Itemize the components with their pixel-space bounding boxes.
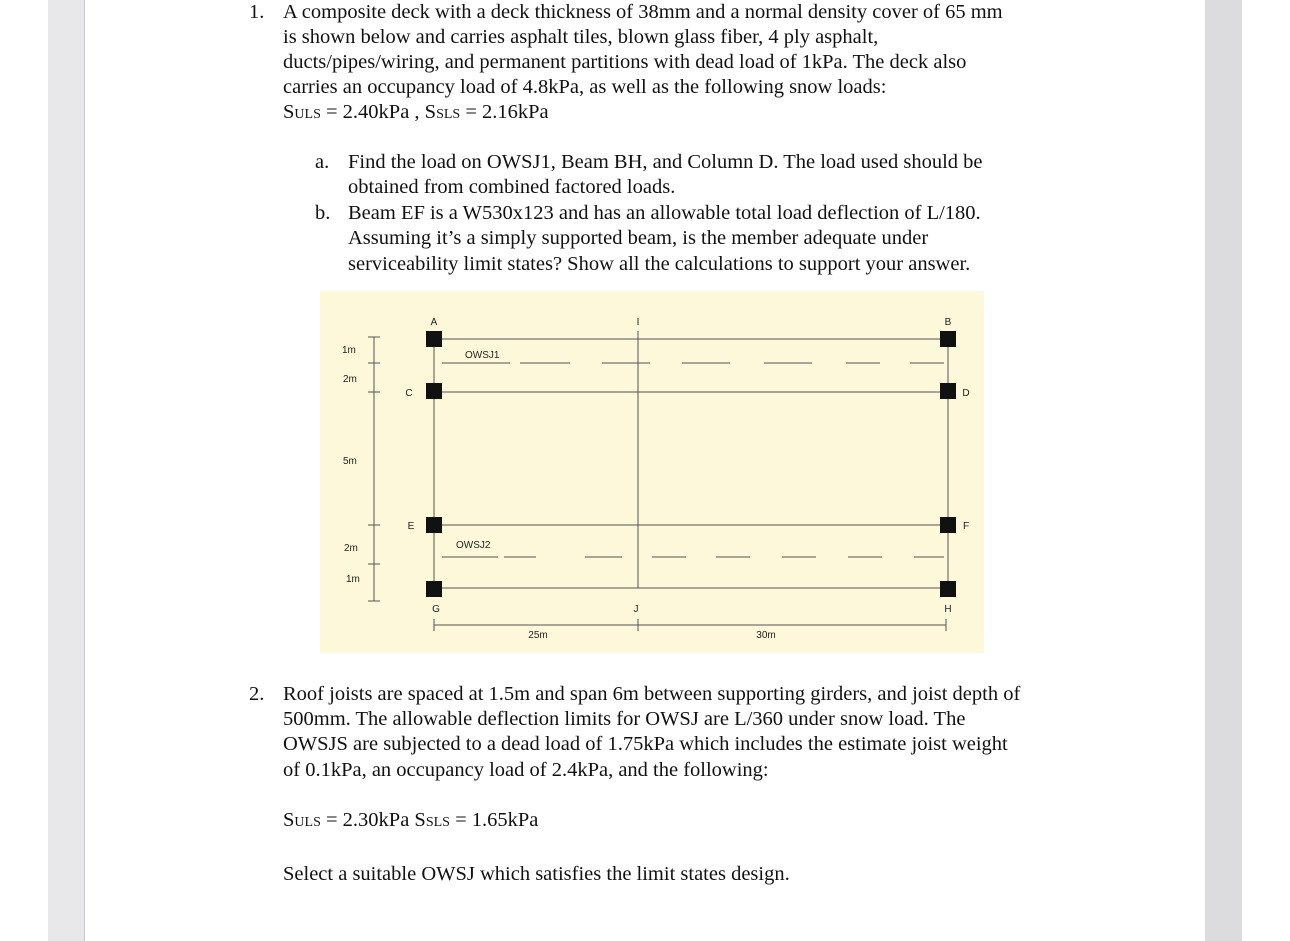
floor-plan-figure bbox=[320, 291, 984, 653]
q1-line-3: ducts/pipes/wiring, and permanent partitions with dead load of 1kPa. The deck also bbox=[283, 51, 967, 73]
q1a-label: a. bbox=[315, 151, 330, 173]
label-owsj1: OWSJ1 bbox=[465, 350, 500, 361]
column-F bbox=[940, 517, 956, 533]
q1b-line-1: Beam EF is a W530x123 and has an allowable total load deflection of L/180. bbox=[348, 202, 981, 224]
label-C: C bbox=[405, 388, 413, 399]
q2-line-4: of 0.1kPa, an occupancy load of 2.4kPa, and the following: bbox=[283, 759, 769, 781]
q1b-line-3: serviceability limit states? Show all the calculations to support your answer. bbox=[348, 253, 971, 275]
q1b-label: b. bbox=[315, 202, 331, 224]
q2-line-2: 500mm. The allowable deflection limits for OWSJ are L/360 under snow load. The bbox=[283, 708, 966, 730]
label-I: I bbox=[636, 317, 640, 328]
column-E bbox=[426, 517, 442, 533]
q1b-line-2: Assuming it’s a simply supported beam, is the member adequate under bbox=[348, 227, 929, 249]
label-F: F bbox=[962, 521, 970, 532]
column-D bbox=[940, 383, 956, 399]
q1-line-2: is shown below and carries asphalt tiles, blown glass fiber, 4 ply asphalt, bbox=[283, 26, 879, 48]
floor-plan-drawing bbox=[320, 291, 984, 653]
label-owsj2: OWSJ2 bbox=[456, 540, 491, 551]
page-shadow bbox=[1205, 0, 1242, 941]
column-H bbox=[940, 581, 956, 597]
q1-line-1: A composite deck with a deck thickness of 38mm and a normal density cover of 65 mm bbox=[283, 1, 1003, 23]
q2-line-3: OWSJS are subjected to a dead load of 1.75kPa which includes the estimate joist weight bbox=[283, 733, 1008, 755]
q2-number: 2. bbox=[249, 683, 265, 705]
q1-snow-loads: SULS = 2.40kPa , SSLS = 2.16kPa bbox=[283, 101, 549, 123]
q1-number: 1. bbox=[249, 1, 265, 23]
q1a-line-2: obtained from combined factored loads. bbox=[348, 176, 676, 198]
dim-2m-bottom: 2m bbox=[344, 543, 358, 554]
q2-line-1: Roof joists are spaced at 1.5m and span 6m between supporting girders, and joist depth of bbox=[283, 683, 1021, 705]
q1a-line-1: Find the load on OWSJ1, Beam BH, and Column D. The load used should be bbox=[348, 151, 983, 173]
column-A bbox=[426, 331, 442, 347]
q2-snow-loads: SULS = 2.30kPa SSLS = 1.65kPa bbox=[283, 809, 539, 831]
dim-25m: 25m bbox=[528, 630, 548, 641]
dim-2m-top: 2m bbox=[343, 374, 357, 385]
left-margin bbox=[0, 0, 48, 941]
label-A: A bbox=[430, 317, 438, 328]
dim-30m: 30m bbox=[756, 630, 776, 641]
dim-1m-top: 1m bbox=[342, 345, 356, 356]
dim-5m: 5m bbox=[343, 456, 357, 467]
dim-1m-bottom: 1m bbox=[346, 574, 360, 585]
label-E: E bbox=[407, 521, 415, 532]
label-J: J bbox=[633, 604, 639, 615]
column-C bbox=[426, 383, 442, 399]
q2-closing: Select a suitable OWSJ which satisfies the limit states design. bbox=[283, 863, 790, 885]
column-G bbox=[426, 581, 442, 597]
label-G: G bbox=[432, 604, 440, 615]
label-H: H bbox=[944, 604, 952, 615]
right-margin bbox=[1242, 0, 1290, 941]
label-B: B bbox=[944, 317, 952, 328]
q1-line-4: carries an occupancy load of 4.8kPa, as well as the following snow loads: bbox=[283, 76, 887, 98]
label-D: D bbox=[962, 388, 970, 399]
column-B bbox=[940, 331, 956, 347]
